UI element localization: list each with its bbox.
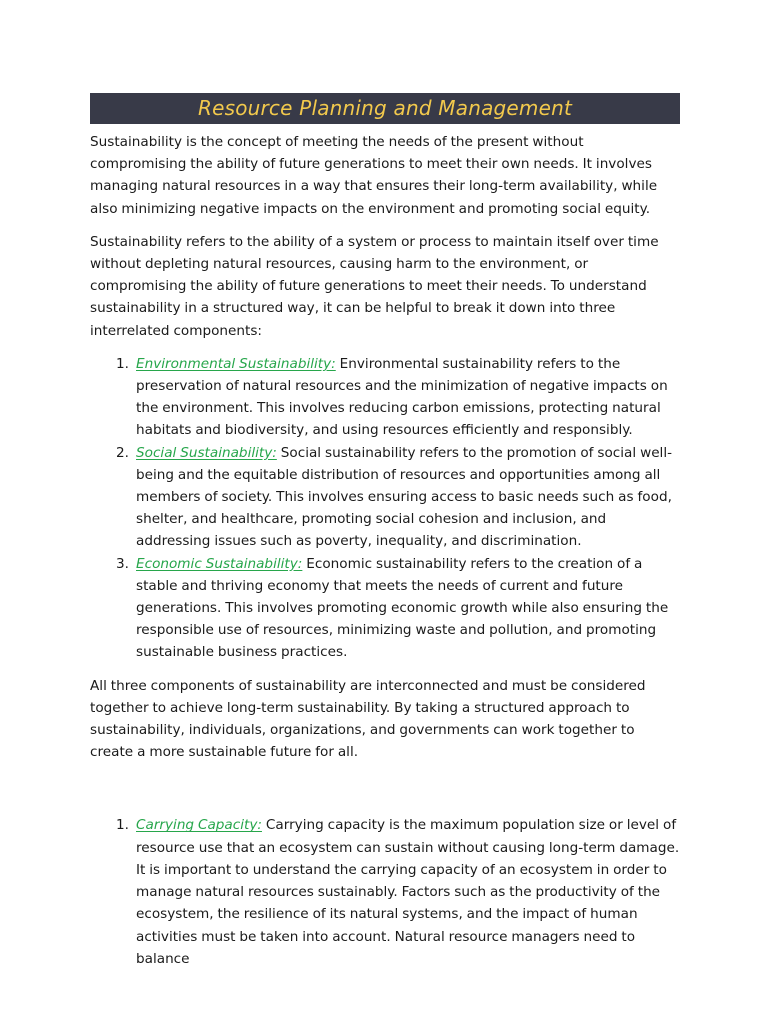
list-item-text: Environmental sustainability refers to the preservation of natural resources and the minimization of negative impacts on the environment. This involves reducing carbon emissions, protecting natural habitats and biodiversity, and using resources efficiently and responsibly.: [136, 355, 668, 439]
list-number: 2.: [116, 444, 129, 461]
list-item-text: Social sustainability refers to the promotion of social well-being and the equitable distribution of resources and opportunities among all members of society. This involves ensuring access to basic needs such as food, shelter, and healthcare, promoting social cohesion and inclusion, and addressing issues such as poverty, inequality, and discrimination.: [136, 444, 673, 550]
intro-paragraph-2: Sustainability refers to the ability of a system or process to maintain itself over time without depleting natural resources, causing harm to the environment, or compromising the ability of future generations to meet their needs. To understand sustainability in a structured way, it can be helpful to break it down into three interrelated components:: [90, 233, 659, 339]
term-economic-sustainability[interactable]: Economic Sustainability:: [136, 555, 303, 572]
list-item-text: Carrying capacity is the maximum population size or level of resource use that an ecosystem can sustain without causing long-term damage. It is important to understand the carrying capacity of an ecosystem in order to manage natural resources sustainably. Factors such as the productivity of the ecosystem, the resilience of its natural systems, and the impact of human activities must be taken into account. Natural resource managers need to balance: [136, 817, 680, 967]
list-item-environmental: [90, 353, 680, 442]
components-list: [90, 353, 680, 664]
title-banner: [90, 93, 680, 124]
spacer: [90, 664, 680, 675]
document-page: [90, 93, 680, 970]
list-item-text: Economic sustainability refers to the creation of a stable and thriving economy that meets the needs of current and future generations. This involves promoting economic growth while also ensuring the responsible use of resources, minimizing waste and pollution, and promoting sustainable business practices.: [136, 555, 669, 661]
list-number: 3.: [116, 555, 129, 572]
list-item-carrying-capacity: [90, 814, 680, 969]
list-item-economic: [90, 553, 680, 664]
term-carrying-capacity[interactable]: Carrying Capacity:: [136, 817, 262, 834]
term-social-sustainability[interactable]: Social Sustainability:: [136, 444, 277, 461]
conclusion-paragraph: All three components of sustainability are interconnected and must be considered together to achieve long-term sustainability. By taking a structured approach to sustainability, individuals, organizations, and governments can work together to create a more sustainable future for all.: [90, 677, 646, 761]
intro-paragraph-1: Sustainability is the concept of meeting the needs of the present without compromising the ability of future generations to meet their own needs. It involves managing natural resources in a way that ensures their long-term availability, while also minimizing negative impacts on the environment and promoting social equity.: [90, 134, 658, 217]
list-item-social: [90, 442, 680, 553]
spacer: [90, 763, 680, 803]
list-number: 1.: [116, 817, 129, 834]
second-list: [90, 814, 680, 969]
document-title: Resource Planning and Management: [197, 96, 573, 120]
term-environmental-sustainability[interactable]: Environmental Sustainability:: [136, 355, 336, 372]
list-number: 1.: [116, 355, 129, 372]
